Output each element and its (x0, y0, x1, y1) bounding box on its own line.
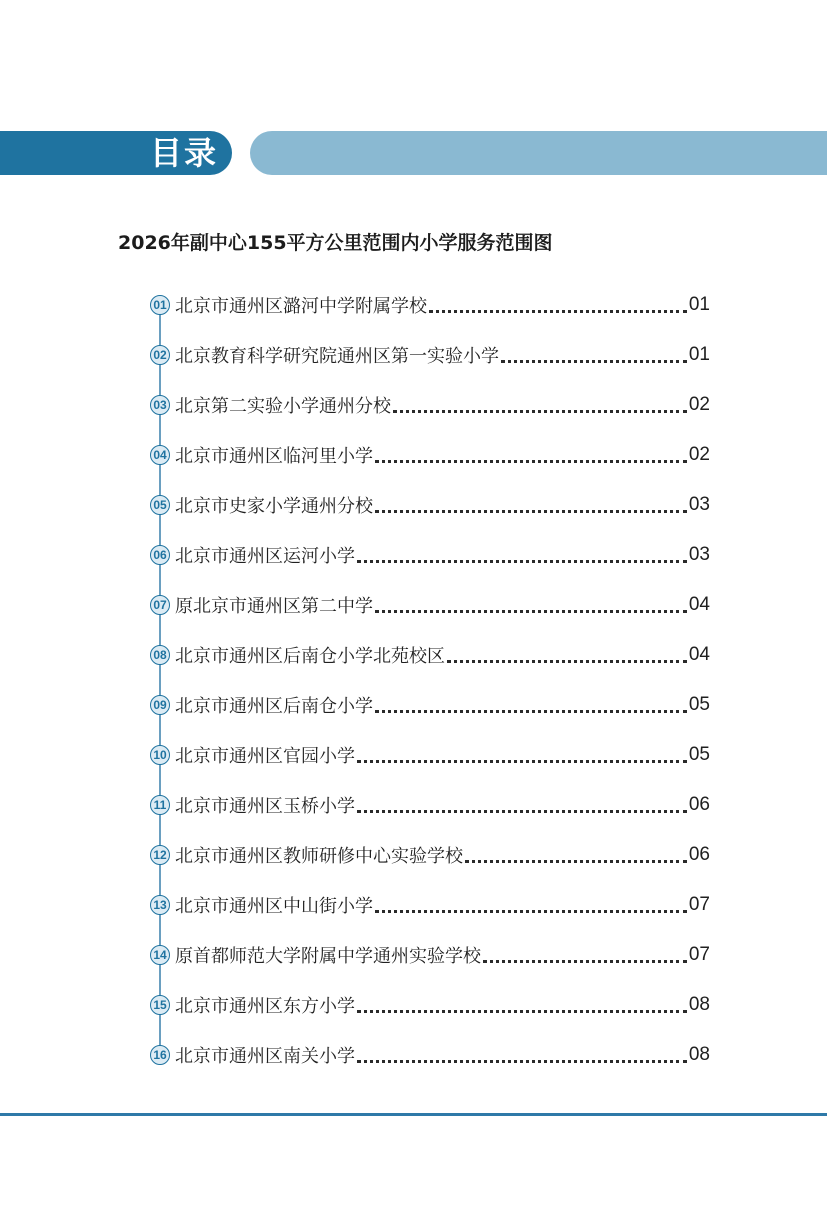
toc-number-badge: 05 (150, 495, 170, 515)
toc-number-badge: 10 (150, 745, 170, 765)
toc-dot-leader (429, 310, 687, 313)
toc-entry-title: 北京教育科学研究院通州区第一实验小学 (175, 346, 499, 367)
toc-number-badge: 08 (150, 645, 170, 665)
toc-entry-title: 北京市通州区教师研修中心实验学校 (175, 846, 463, 867)
toc-entry-title: 北京市史家小学通州分校 (175, 496, 373, 517)
toc-number-badge: 12 (150, 845, 170, 865)
toc-entry-title: 北京第二实验小学通州分校 (175, 396, 391, 417)
toc-header (0, 131, 827, 175)
toc-item[interactable] (148, 930, 710, 980)
toc-item[interactable] (148, 680, 710, 730)
toc-entry-title: 北京市通州区后南仓小学 (175, 696, 373, 717)
toc-page-number: 03 (688, 544, 710, 565)
toc-item[interactable] (148, 530, 710, 580)
toc-page-number: 05 (688, 694, 710, 715)
toc-item[interactable] (148, 480, 710, 530)
toc-page-number: 05 (688, 744, 710, 765)
toc-dot-leader (483, 960, 687, 963)
toc-item[interactable] (148, 580, 710, 630)
toc-number-badge: 02 (150, 345, 170, 365)
toc-entry-title: 北京市通州区运河小学 (175, 546, 355, 567)
toc-entry-title: 北京市通州区潞河中学附属学校 (175, 296, 427, 317)
toc-item[interactable] (148, 730, 710, 780)
toc-item[interactable] (148, 830, 710, 880)
toc-dot-leader (357, 1060, 687, 1063)
toc-dot-leader (393, 410, 687, 413)
toc-entry-title: 北京市通州区临河里小学 (175, 446, 373, 467)
toc-number-badge: 09 (150, 695, 170, 715)
toc-item[interactable] (148, 780, 710, 830)
toc-page-number: 08 (688, 1044, 710, 1065)
toc-page-number: 04 (688, 644, 710, 665)
toc-item[interactable] (148, 280, 710, 330)
toc-dot-leader (501, 360, 687, 363)
toc-number-badge: 16 (150, 1045, 170, 1065)
toc-item[interactable] (148, 380, 710, 430)
toc-dot-leader (375, 460, 687, 463)
toc-dot-leader (375, 610, 687, 613)
toc-item[interactable] (148, 880, 710, 930)
toc-number-badge: 03 (150, 395, 170, 415)
toc-entry-title: 北京市通州区南关小学 (175, 1046, 355, 1067)
toc-entry-title: 北京市通州区玉桥小学 (175, 796, 355, 817)
toc-dot-leader (357, 810, 687, 813)
toc-number-badge: 13 (150, 895, 170, 915)
toc-number-badge: 06 (150, 545, 170, 565)
toc-entry-title: 北京市通州区东方小学 (175, 996, 355, 1017)
toc-page-number: 03 (688, 494, 710, 515)
toc-entry-title: 北京市通州区中山街小学 (175, 896, 373, 917)
toc-page-number: 04 (688, 594, 710, 615)
toc-dot-leader (357, 760, 687, 763)
page-title: 目录 (150, 134, 219, 172)
toc-number-badge: 11 (150, 795, 170, 815)
toc-item[interactable] (148, 980, 710, 1030)
toc-page-number: 02 (688, 394, 710, 415)
footer-divider (0, 1113, 827, 1116)
toc-list (148, 280, 710, 1080)
toc-number-badge: 15 (150, 995, 170, 1015)
toc-dot-leader (375, 910, 687, 913)
toc-number-badge: 14 (150, 945, 170, 965)
toc-entry-title: 原首都师范大学附属中学通州实验学校 (175, 946, 481, 967)
toc-number-badge: 07 (150, 595, 170, 615)
toc-item[interactable] (148, 430, 710, 480)
toc-page-number: 06 (688, 844, 710, 865)
toc-dot-leader (465, 860, 687, 863)
toc-page-number: 06 (688, 794, 710, 815)
section-subtitle: 2026年副中心155平方公里范围内小学服务范围图 (118, 232, 553, 254)
toc-number-badge: 04 (150, 445, 170, 465)
toc-entry-title: 原北京市通州区第二中学 (175, 596, 373, 617)
toc-item[interactable] (148, 1030, 710, 1080)
toc-page-number: 08 (688, 994, 710, 1015)
toc-entry-title: 北京市通州区官园小学 (175, 746, 355, 767)
toc-page-number: 01 (688, 344, 710, 365)
toc-item[interactable] (148, 630, 710, 680)
toc-page-number: 02 (688, 444, 710, 465)
toc-number-badge: 01 (150, 295, 170, 315)
toc-dot-leader (375, 510, 687, 513)
toc-dot-leader (357, 1010, 687, 1013)
header-stripe (250, 131, 827, 175)
toc-item[interactable] (148, 330, 710, 380)
toc-entry-title: 北京市通州区后南仓小学北苑校区 (175, 646, 445, 667)
toc-dot-leader (375, 710, 687, 713)
toc-page-number: 07 (688, 944, 710, 965)
toc-dot-leader (357, 560, 687, 563)
toc-dot-leader (447, 660, 687, 663)
toc-page-number: 01 (688, 294, 710, 315)
toc-page-number: 07 (688, 894, 710, 915)
